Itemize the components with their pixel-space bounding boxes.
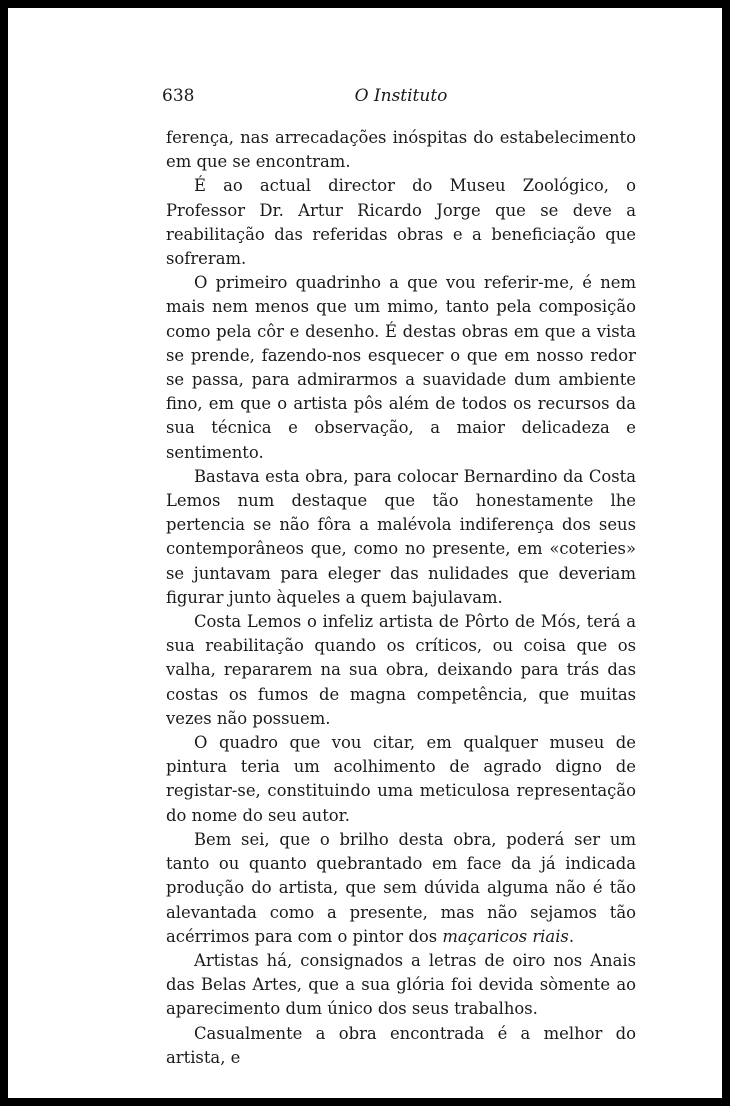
- page-number: 638: [162, 86, 195, 106]
- paragraph: Bastava esta obra, para colocar Bernardino da Costa Lemos num destaque que tão honestamente lhe pertencia se não fôra a malévola indiferença dos seus contemporâneos que, como no presente, em «coteries» se juntavam para eleger das nulidades que deveriam figurar junto àqueles a quem bajulavam.: [166, 466, 636, 607]
- paragraph-tail: .: [568, 926, 575, 946]
- book-page: [162, 82, 636, 1070]
- body-text: [166, 126, 636, 1070]
- paragraph: ferença, nas arrecadações inóspitas do estabelecimento em que se encontram.: [166, 128, 636, 172]
- paragraph: O quadro que vou citar, em qualquer museu de pintura teria um acolhimento de agrado digno de registar-se, constituindo uma meticulosa representação do nome do seu autor.: [166, 733, 636, 825]
- paragraph: O primeiro quadrinho a que vou referir-me, é nem mais nem menos que um mimo, tanto pela composição como pela côr e desenho. É destas obras em que a vista se prende, fazendo-nos esquecer o que em nosso redor se passa, para admirarmos a suavidade dum ambiente fino, em que o artista pôs além de todos os recursos da sua técnica e observação, a maior delicadeza e sentimento.: [166, 273, 636, 462]
- running-title: O Instituto: [354, 86, 448, 106]
- paragraph-text: Bem sei, que o brilho desta obra, poderá ser um tanto ou quanto quebrantado em face da já indicada produção do artista, que sem dúvida alguma não é tão alevantada como a presente, mas não sejamos tão acérrimos para com o pintor dos: [166, 829, 636, 946]
- page-header: [162, 82, 636, 112]
- paragraph: É ao actual director do Museu Zoológico, o Professor Dr. Artur Ricardo Jorge que se deve a reabilitação das referidas obras e a beneficiação que sofreram.: [166, 176, 636, 269]
- paragraph: Artistas há, consignados a letras de oiro nos Anais das Belas Artes, que a sua glória foi devida sòmente ao aparecimento dum único dos seus trabalhos.: [166, 950, 636, 1019]
- paragraph: [166, 828, 636, 949]
- italic-phrase: maçaricos riais: [442, 926, 569, 946]
- paragraph: Costa Lemos o infeliz artista de Pôrto de Mós, terá a sua reabilitação quando os críticos, ou coisa que os valha, repararem na sua obra, deixando para trás das costas os fumos de magna competência, que muitas vezes não possuem.: [166, 612, 636, 728]
- paragraph: Casualmente a obra encontrada é a melhor do artista, e: [166, 1023, 636, 1067]
